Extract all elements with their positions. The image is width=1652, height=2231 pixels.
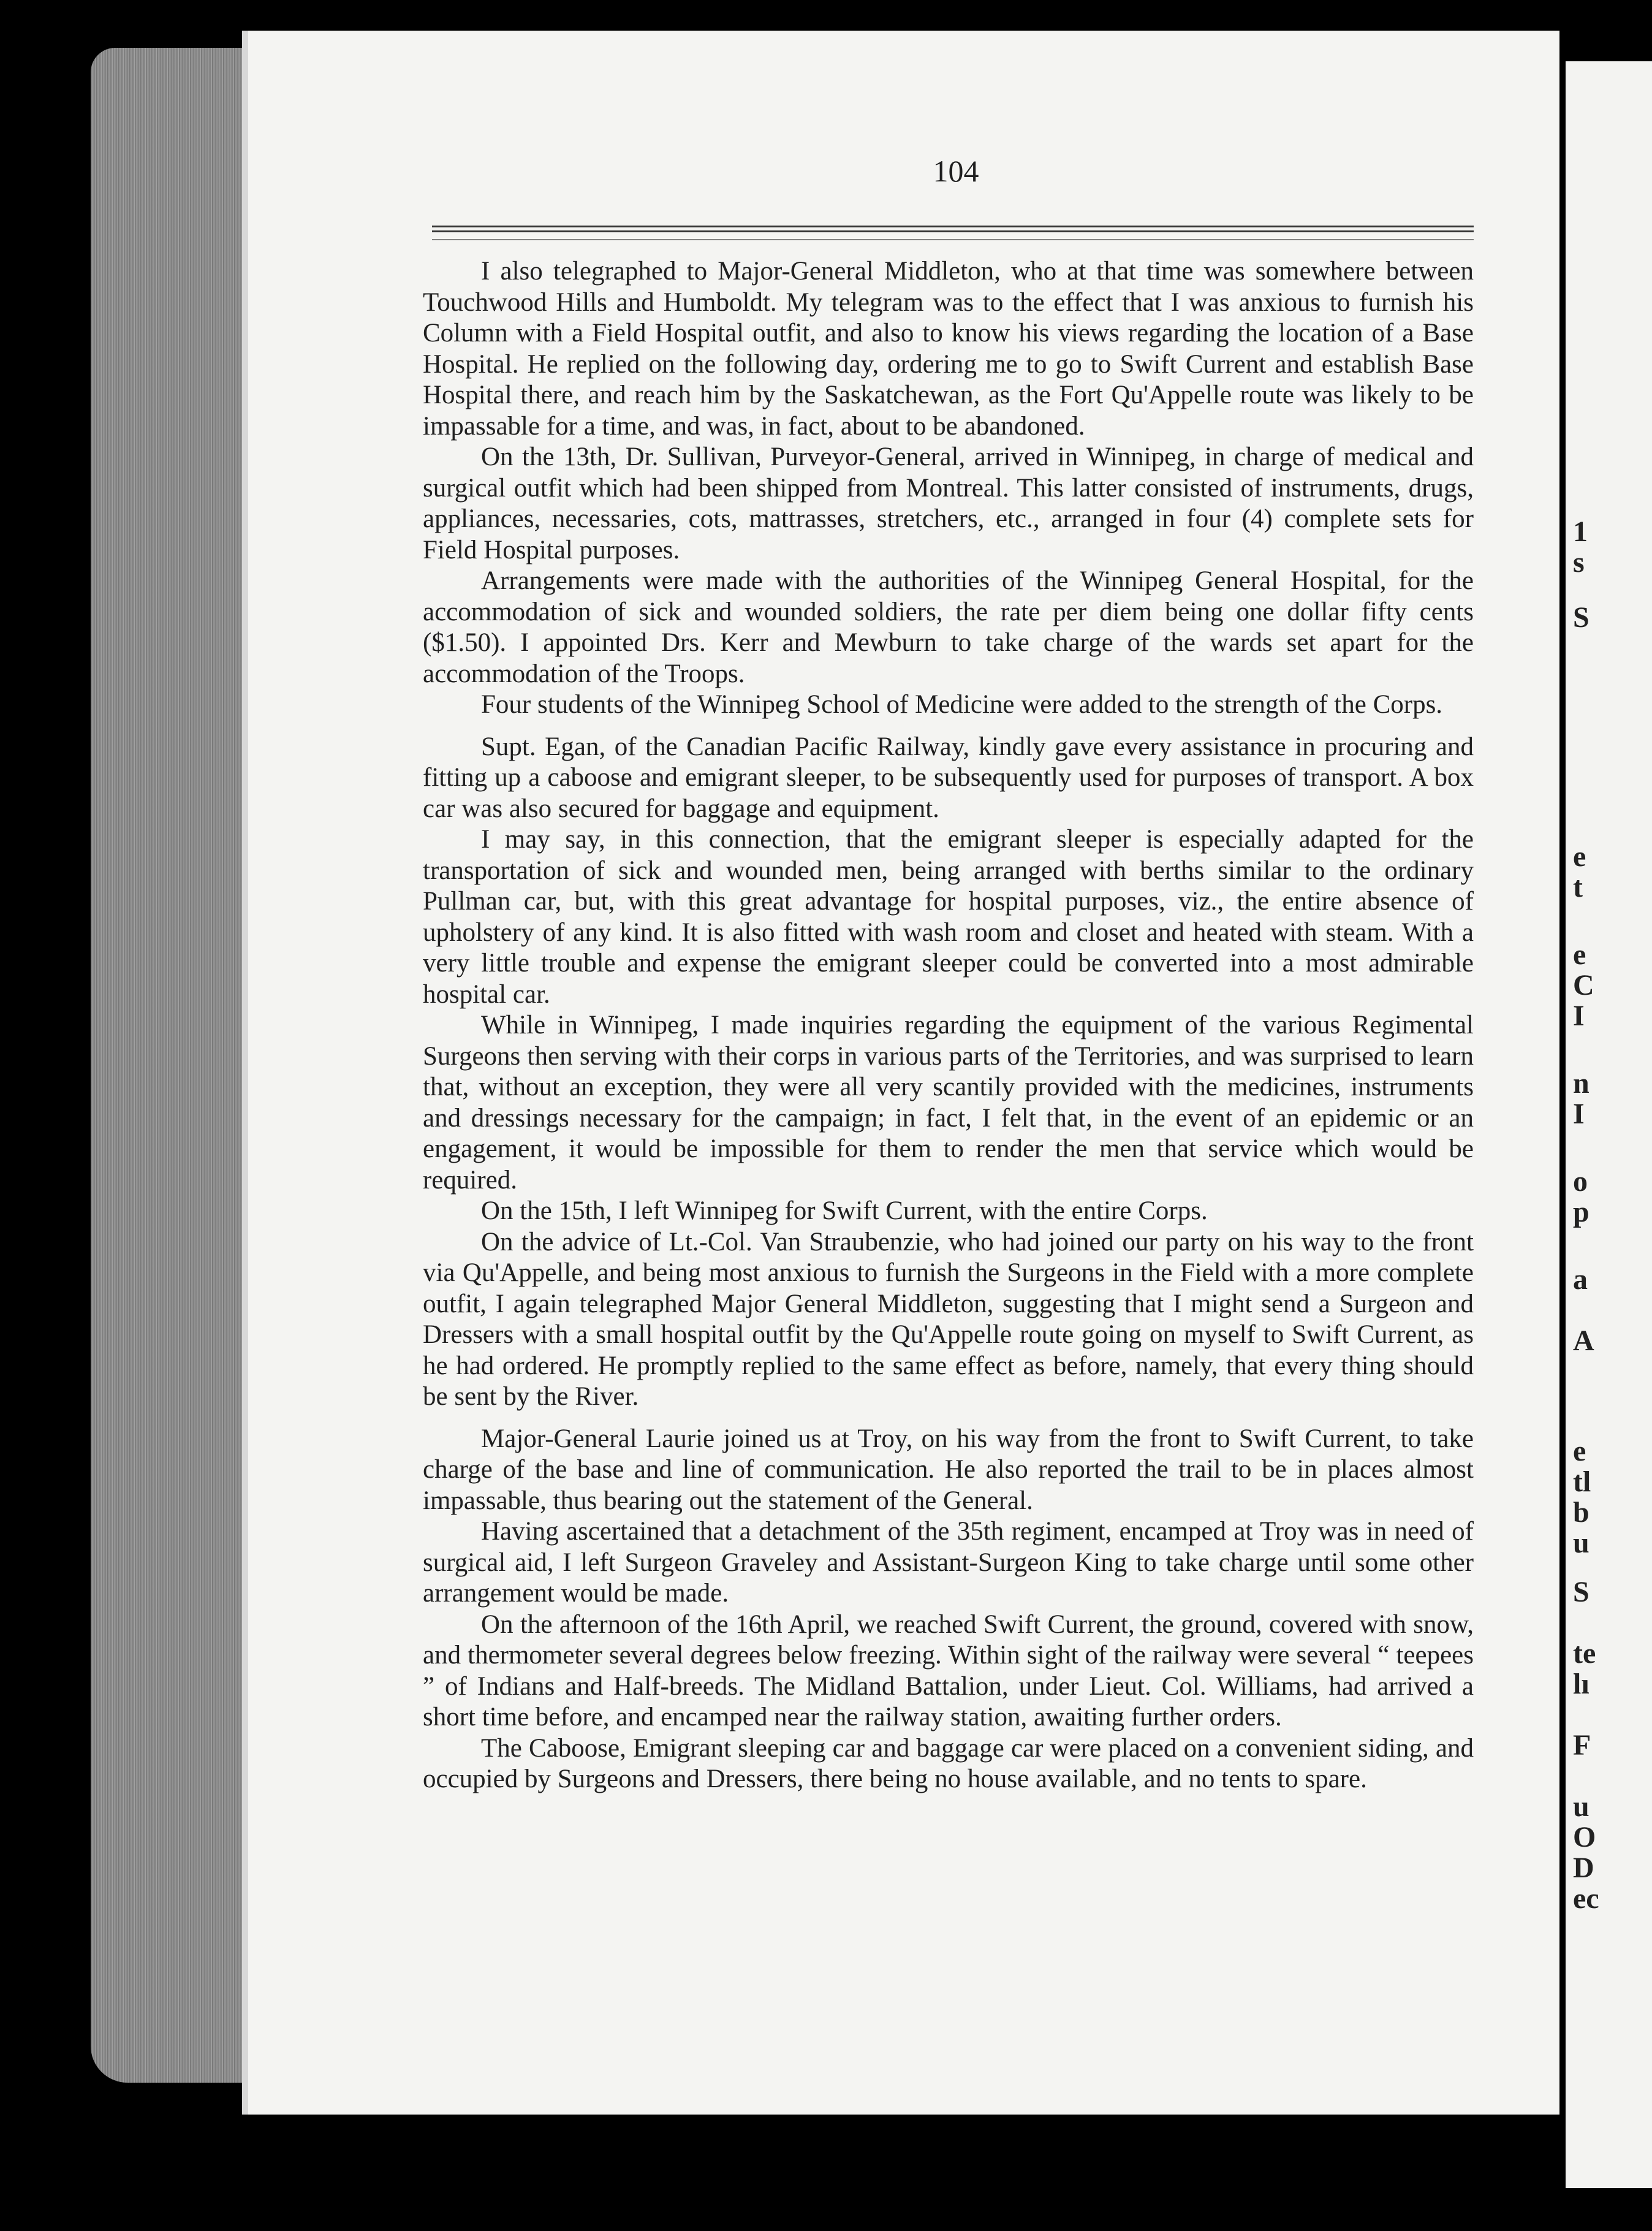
paragraph: On the 15th, I left Winnipeg for Swift Current, with the entire Corps. [481, 1196, 1208, 1225]
adjacent-page-fragment: A [1573, 1325, 1594, 1357]
header-rule [432, 226, 1474, 227]
adjacent-page-fragment: tl [1573, 1465, 1591, 1498]
page-number: 104 [933, 154, 979, 188]
header-rule [432, 239, 1474, 240]
adjacent-page-fragment: lı [1573, 1668, 1589, 1700]
adjacent-page-fragment: 1 [1573, 515, 1588, 548]
adjacent-page-strip [1566, 61, 1652, 2188]
adjacent-page-fragment: O [1573, 1821, 1596, 1853]
adjacent-page-fragment: ec [1573, 1882, 1599, 1915]
paragraph: Having ascertained that a detachment of the 35th regiment, encamped at Troy was in need of surgical aid, I left Surgeon Graveley and Assistant-Surgeon King to take charge until some other arrangement would be made. [423, 1517, 1474, 1608]
paragraph: On the 13th, Dr. Sullivan, Purveyor-General, arrived in Winnipeg, in charge of medical and surgical outfit which had been shipped from Montreal. This latter consisted of instruments, drugs, appliances, necessaries, cots, mattrasses, stretchers, etc., arranged in four (4) complete sets for Field Hospital purposes. [423, 443, 1474, 564]
adjacent-page-fragment: S [1573, 1576, 1589, 1608]
page-body-text [423, 256, 1474, 1795]
paragraph: On the afternoon of the 16th April, we reached Swift Current, the ground, covered with snow, and thermometer several degrees below freezing. Within sight of the railway were several “ teepees ” of Indians and Half-breeds. The Midland Battalion, under Lieut. Col. Williams, had arrived a short time before, and encamped near the railway station, awaiting further orders. [423, 1610, 1474, 1731]
adjacent-page-fragment: I [1573, 1098, 1585, 1130]
paragraph: On the advice of Lt.-Col. Van Straubenzie, who had joined our party on his way to the front via Qu'Appelle, and being most anxious to furnish the Surgeons in the Field with a more complete outfit, I again telegraphed Major General Middleton, suggesting that I might send a Surgeon and Dressers with a small hospital outfit by the Qu'Appelle route going on myself to Swift Current, as he had ordered. He promptly replied to the same effect as before, namely, that every thing should be sent by the River. [423, 1227, 1474, 1411]
adjacent-page-fragment: S [1573, 601, 1589, 634]
adjacent-page-fragment: D [1573, 1852, 1594, 1884]
header-rule [432, 230, 1474, 232]
adjacent-page-fragment: b [1573, 1496, 1589, 1529]
adjacent-page-fragment: n [1573, 1067, 1589, 1100]
adjacent-page-fragment: I [1573, 1000, 1585, 1032]
adjacent-page-fragment: te [1573, 1637, 1596, 1670]
paragraph: I also telegraphed to Major-General Middleton, who at that time was somewhere between Touchwood Hills and Humboldt. My telegram was to the effect that I was anxious to furnish his Column with a Field Hospital outfit, and also to know his views regarding the location of a Base Hospital. He replied on the following day, ordering me to go to Swift Current and establish Base Hospital there, and reach him by the Saskatchewan, as the Fort Qu'Appelle route was likely to be impassable for a time, and was, in fact, about to be abandoned. [423, 257, 1474, 441]
adjacent-page-fragment: u [1573, 1790, 1589, 1823]
adjacent-page-fragment: C [1573, 969, 1594, 1001]
paragraph: Major-General Laurie joined us at Troy, on his way from the front to Swift Current, to take charge of the base and line of communication. He also reported the trail to be in places almost impassable, thus bearing out the statement of the General. [423, 1424, 1474, 1515]
adjacent-page-fragment: s [1573, 546, 1585, 579]
paragraph: The Caboose, Emigrant sleeping car and baggage car were placed on a convenient siding, and occupied by Surgeons and Dressers, there being no house available, and no tents to spare. [423, 1733, 1474, 1793]
adjacent-page-fragment: t [1573, 871, 1583, 903]
adjacent-page-fragment: u [1573, 1527, 1589, 1559]
adjacent-page-fragment: e [1573, 840, 1586, 873]
adjacent-page-fragment: e [1573, 938, 1586, 971]
book-page-edges [91, 48, 244, 2083]
paragraph: Four students of the Winnipeg School of Medicine were added to the strength of the Corps. [481, 690, 1443, 719]
adjacent-page-fragment: p [1573, 1196, 1589, 1228]
adjacent-page-fragment: F [1573, 1729, 1591, 1762]
paragraph: I may say, in this connection, that the emigrant sleeper is especially adapted for the transportation of sick and wounded men, being arranged with berths similar to the ordinary Pullman car, but, with this great advantage for hospital purposes, viz., the entire absence of upholstery of any kind. It is also fitted with wash room and closet and heated with steam. With a very little trouble and expense the emigrant sleeper could be converted into a most admirable hospital car. [423, 825, 1474, 1009]
adjacent-page-fragment: e [1573, 1435, 1586, 1467]
paragraph: Supt. Egan, of the Canadian Pacific Railway, kindly gave every assistance in procuring and fitting up a caboose and emigrant sleeper, to be subsequently used for purposes of transport. A box car was also secured for baggage and equipment. [423, 732, 1474, 823]
paragraph: Arrangements were made with the authorities of the Winnipeg General Hospital, for the accommodation of sick and wounded soldiers, the rate per diem being one dollar fifty cents ($1.50). I appointed Drs. Kerr and Mewburn to take charge of the wards set apart for the accommodation of the Troops. [423, 566, 1474, 688]
adjacent-page-fragment: a [1573, 1263, 1588, 1296]
adjacent-page-fragment: o [1573, 1165, 1588, 1198]
paragraph: While in Winnipeg, I made inquiries regarding the equipment of the various Regimental Surgeons then serving with their corps in various parts of the Territories, and was surprised to learn that, without an exception, they were all very scantily provided with the medicines, instruments and dressings necessary for the campaign; in fact, I felt that, in the event of an epidemic or an engagement, it would be impossible for them to render the men that service which would be required. [423, 1011, 1474, 1195]
